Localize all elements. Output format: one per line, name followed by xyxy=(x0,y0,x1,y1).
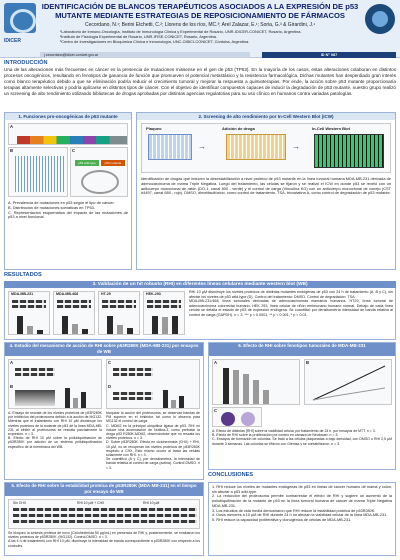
prevalence-bar xyxy=(17,136,127,144)
bar xyxy=(127,328,133,334)
panel-label-b: B xyxy=(306,360,310,365)
affiliations xyxy=(60,29,360,44)
drug-plate-icon xyxy=(226,134,286,160)
blot-band xyxy=(113,397,153,400)
blot-band xyxy=(57,305,91,308)
bar xyxy=(17,316,23,334)
screening-workflow xyxy=(141,123,391,173)
wb-ht-29 xyxy=(98,291,140,335)
poster-id: ID N° 087 xyxy=(262,52,396,58)
blot-band xyxy=(13,514,197,517)
legend-mutant: p53 mutante xyxy=(101,160,125,166)
blot-band xyxy=(102,305,136,308)
cell-line-label: MDA-MB-231 xyxy=(11,292,34,296)
arrow-right-icon: → xyxy=(198,142,206,151)
bar xyxy=(152,316,158,334)
colony-assay xyxy=(212,407,262,427)
step-icw: In-Cell Western Blot xyxy=(312,126,350,131)
blot-band xyxy=(13,520,197,523)
bar xyxy=(72,324,78,334)
ubiquitin-smear xyxy=(15,390,55,406)
poster-title: IDENTIFICACIÓN DE BLANCOS TERAPÉUTICOS ASOCIADOS A LA EXPRESIÓN DE p53 MUTANTE MEDIANTE ESTRATEGIAS DE REPOSICIONAMIENTO DE FÁRMACOS xyxy=(41,2,359,20)
blot-band xyxy=(147,305,181,308)
bar xyxy=(233,370,239,404)
panel-label-c: C xyxy=(108,360,112,365)
blot-band xyxy=(113,392,153,395)
chx-time-course xyxy=(8,499,200,529)
mutation-histogram xyxy=(15,156,65,192)
section-6-title: 6. Efecto de RHI sobre fenotipos tumorales de MDA-MB-231 xyxy=(209,343,395,356)
bar xyxy=(162,317,168,334)
conclusions-heading: CONCLUSIONES xyxy=(208,472,254,478)
section-3-caption: RHI 10 µM disminuye los niveles proteicos de distintas mutantes endógenas de p53 con 24 h de tratamiento (A, B y C), sin afectar los niveles de p53 wild-type (D). Control del tratamiento: DMSO. Control de degradación: TSA. MDA-MB-231/468, línea tumorales derivadas de adenocarcinomas mamarios humanos. HT29, línea tumoral de adenocarcinoma colorrectal humano. HEK 293, línea celular de riñón embrionario humano normal. Debajo de cada línea celular se detalla el estado de p53 de expresión endógena. Se cuantificó por densitometría intensidad de banda relativa al control de carga (GAPDH). n = 3. *** p < 0.0001, ** p < 0.001, * p < 0.01. xyxy=(189,290,393,317)
group-label: RHI 10 µM xyxy=(143,501,160,505)
affiliation-3: ³Centro de Investigaciones en Bioquímica Clínica e Inmunología, UNC-CIBICI-CONICET, Córdoba, Argentina. xyxy=(60,39,250,44)
blot-band xyxy=(12,305,46,308)
group-label: RHI 10 µM + CHX xyxy=(77,501,105,505)
section-3-title: 3. Validación de un hit robusto (RHI) en diferentes líneas celulares mediante western blot (WB) xyxy=(4,281,396,288)
colony-well xyxy=(241,412,255,426)
bar xyxy=(243,374,249,404)
institute-logo-text: IDICER xyxy=(4,38,21,44)
bar xyxy=(81,392,86,408)
legend-wild-type: p53 wild-type xyxy=(75,160,99,166)
blot-band xyxy=(12,300,46,303)
section-5-box xyxy=(4,482,204,556)
panel-label-c: C xyxy=(214,408,218,413)
bar xyxy=(107,316,113,334)
bar xyxy=(117,325,123,334)
bar xyxy=(82,329,88,334)
section-5-title: 5. Efecto de RHI sobre la estabilidad proteica de p53R280K (MDA-MB-231) en el tiempo por ensayo de WB xyxy=(5,483,203,496)
blot-band xyxy=(57,300,91,303)
bar xyxy=(37,330,43,334)
section-6-caption: A. Efecto de distintas [RHI] sobre la viabilidad celular por tratamiento de 24 h, por ensayos de MTT. n = 3. B. Efecto de RHI sobre la proliferación por conteo en cámara de Neubauer. n = 3. C. Ensayos de formación de colonias. Se trató a las células plaqueadas a bajo densidad, con DMSO o RHI 2,5 µM durante 3 semanas. Las colonias se tiñeron con Giemsa y se contabilizaron. n = 3. xyxy=(212,429,392,446)
section-2-box xyxy=(136,112,396,270)
mutation-prevalence-chart xyxy=(8,123,128,145)
bar xyxy=(27,326,33,334)
intro-text: Una de las alteraciones más frecuentes en cáncer es la presencia de mutaciones missense en el gen de p53 (TP53). En la mayoría de los casos, estas alteraciones colaboran en distintos procesos oncogénicos, resultando en fenotipos de ganancia de función que promueven el potencial metastásico y la resistencia farmacológica. Dichas mutantes han desperdiado gran interés como blanco terapéutico debido a que se eliminación podría reducir el crecimiento tumoral y mejorar la respuesta a quimioterapias. Por ende, la acción sobre p53 mutante proporcionaría terapias altamente selectivas y podría aplicarse en distintos tipos de cáncer. Con el objetivo de identificar compuestos capaces de inducir la degradación de p53 mutante, nuestro grupo realizó un screening de alto rendimiento utilizando bibliotecas de drogas aprobadas por distintas agencias regulatorias para su uso clínico en humanos contra variadas patologías. xyxy=(4,67,396,96)
panel-label-c: C xyxy=(72,148,76,153)
cell-line-label: HT-29 xyxy=(101,292,111,296)
section-5-caption: Se bloqueó la síntesis proteica de novo (Cicloheximida 50 µg/mL) en presencia de RHI y, posteriormente, se evaluaron los niveles proteicos de p53R280K, (MG132). Control DMSO. n = 3. A las 4 h de tratamiento con RHI 10 µM, disminuye la intensidad de banda correspondiente a p53R280K con respecto a los controles. xyxy=(8,531,200,548)
step-drug-addition: Adición de droga xyxy=(222,126,255,131)
mechanism-blots-left xyxy=(8,359,102,409)
poster-header xyxy=(0,0,400,58)
panel-label-b: B xyxy=(10,148,14,153)
colony-well xyxy=(221,412,235,426)
blot-band xyxy=(147,300,181,303)
results-heading: RESULTADOS xyxy=(4,272,42,278)
blot-band xyxy=(15,373,55,376)
panel-label-a: A xyxy=(10,360,14,365)
bar xyxy=(172,316,178,334)
section-4-box xyxy=(4,342,204,480)
wb-mda-mb-468 xyxy=(53,291,95,335)
affiliation-1: ¹Laboratorio de Inmuno-Oncología, Instituto de Inmunología Clínica y Experimental de Rosario, UNR-IDICER-CONICET, Rosario, Argentina. xyxy=(60,29,302,34)
mechanism-blots-right xyxy=(106,359,200,409)
bar xyxy=(263,390,269,404)
conclusions-box xyxy=(208,482,396,556)
bar xyxy=(171,400,176,408)
bar xyxy=(62,316,68,334)
well-plate-icon xyxy=(148,134,192,160)
section-1-title: 1. Funciones pro-oncogénicas de p53 mutante xyxy=(5,113,131,120)
cell-line-label: MDA-MB-468 xyxy=(56,292,79,296)
wb-hek-293 xyxy=(143,291,185,335)
section-3-box xyxy=(4,288,396,340)
bar xyxy=(163,390,168,408)
cell-diagram xyxy=(81,170,119,194)
section-2-title: 2. Screening de alto rendimiento por In-Cell Western Blot (ICW) xyxy=(137,113,395,120)
section-2-caption: Identificación de drogas que inducen la desestabilización a nivel proteico de p53 mutante en la línea tumoral humana MDA-MB-231 derivada de adenocarcinoma de mama Triple Negativa. Luego del tratamiento, las células se fijaron y se realizó el ICW en donde p53 se reveló con un anticuerpo monoclonal de ratón (DO-1, canal 800 - verde) y el control de carga (Vinculina KG) con un anticuerpo monoclonal de conejo (CST #4497, canal 680 - rojo). DMSO, dimetilsulfóxido, como control de tratamiento. TSA, tricostatina A, como control de degradación de p53 mutante. xyxy=(141,176,391,196)
bar xyxy=(223,368,229,404)
section-1-caption: A. Prevalencia de mutaciones en p53 según el tipo de cáncer. B. Distribución de mutaciones somáticas en TP53. C. Representación esquemática del impacto de las mutaciones de p53 a nivel funcional. xyxy=(8,200,128,220)
university-logo xyxy=(365,4,395,34)
contact-email: j.cecordano@idicer-conicet.gov.ar xyxy=(40,52,250,58)
institute-logo xyxy=(4,3,36,33)
bar xyxy=(73,398,78,408)
panel-label-b: B xyxy=(10,384,14,389)
panel-label-a: A xyxy=(10,124,14,129)
blot-band xyxy=(113,373,153,376)
section-6-box xyxy=(208,342,396,470)
section-4-caption-right: bloquear la acción del proteosoma, se observan bandas de PM superior en el inhibidor, tal como lo observa para MG132 el control de carga. C. MDM2 es la principal ubiquitina ligasa de p53. RHI no induce una acumulación de Nutlina-3, como pretratar la droga p53 R280K-MDM2, observándose que no rescata los niveles proteicos. n = 3. D. Sobre p53R280K. Efecto en cicloheximida (CHX) + RHI, 10 µM, no se recuperan los niveles proteicos de p53R280K respecto a CHX. Esto mismo ocurre al tratar las células solamente con RHI. n = 3. Se cuantificó (A y C), por densitometría, la intensidad de banda relativa al control de carga (actina). Control DMSO. n = 3. xyxy=(106,411,200,470)
blot-band xyxy=(15,368,55,371)
step-plaqueo: Plaqueo xyxy=(146,126,162,131)
section-4-title: 4. Estudio del mecanismo de acción de RHI sobre p53R280K (MDA-MB-231) por ensayos de WB xyxy=(5,343,203,356)
bar xyxy=(179,396,184,408)
blot-band xyxy=(102,300,136,303)
section-1-box xyxy=(4,112,132,270)
panel-label-d: D xyxy=(108,384,112,389)
authors: Cecordano, N.¹; Berini Etchetti, C.²; Llorens de los ríos, MC.³; Arel Zalazar, E.¹; Soria, G.³ & Girardini, J.¹ xyxy=(84,22,316,28)
wb-mda-mb-231 xyxy=(8,291,50,335)
group-label: Sin CHX xyxy=(13,501,27,505)
conclusions-text: 1. RHI reduce los niveles de mutantes endógenas de p53 en líneas de cáncer humano de mama y colon, sin afectar a p53 wild-type. 2. La reducción del proteosoma permite contrarrestar el efecto de RHI y sugiere un aumento de la poliubiquitinación de la mutante de p53 en la línea tumoral humana de cáncer de mama Triple Negativa MDA-MB-231. 3. Los estudios de vida media demostraron que RHI reduce la estabilidad proteica de p53R280K. 4. Dosis menores a 10 µM de RHI durante 24 h no afectan la viabilidad celular de la línea MDA-MB-231. 5. RHI reduce la capacidad proliferativa y clonogénica de células de MDA-MB-231. xyxy=(212,485,392,522)
intro-heading: INTRODUCCIÓN xyxy=(4,60,48,66)
panel-label-a: A xyxy=(214,360,218,365)
arrow-right-icon: → xyxy=(292,142,300,151)
functional-impact-diagram xyxy=(70,147,128,197)
blot-band xyxy=(13,508,197,511)
proliferation-lines xyxy=(305,360,393,406)
blot-band xyxy=(113,368,153,371)
viability-chart xyxy=(212,359,300,405)
section-4-caption-left: A. Ensayo de rescate de los niveles proteicos de p53R280K por inhibición del proteosoma debido a la acción de MG132. Mientras que el tratamiento con RHI 10 µM disminuye los niveles proteicos de la mutante de p53 de la línea MDA-MB-231 al inhibir al proteosoma se rescata parcialmente la expresión. n = 3. B. Efecto de RHI 10 µM sobre la poliubiquitinación de p53R280K por adición de un sistema poliubiquitinación específico de la membrana del WB. xyxy=(8,411,102,449)
icw-scan-icon xyxy=(314,134,384,168)
cell-line-label: HEK-293 xyxy=(146,292,161,296)
bar xyxy=(65,388,70,408)
proliferation-chart xyxy=(304,359,392,405)
mutation-distribution-chart xyxy=(8,147,68,197)
bar xyxy=(253,380,259,404)
affiliation-2: ²Instituto de Fisiología Experimental de Rosario, UNR-IFISE-CONICET, Rosario, Argentina. xyxy=(60,34,217,39)
